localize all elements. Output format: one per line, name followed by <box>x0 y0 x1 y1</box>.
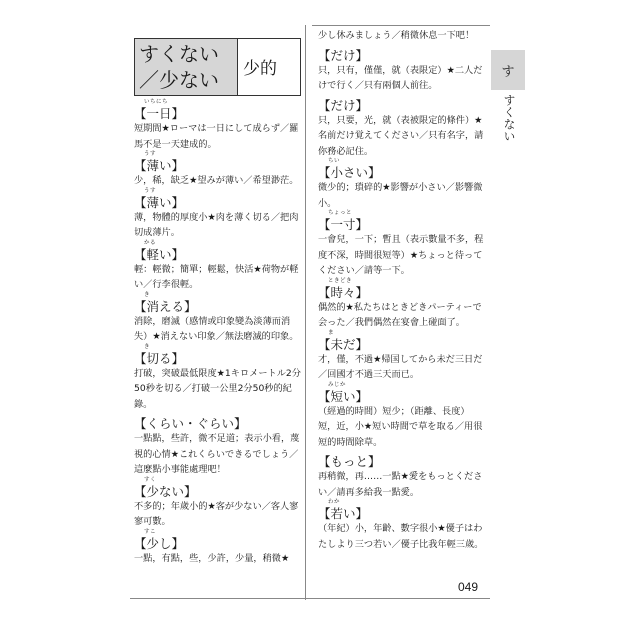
dictionary-entry <box>134 528 302 567</box>
side-index-label: すくない <box>502 94 516 142</box>
dictionary-entry <box>318 98 486 160</box>
entry-title <box>318 499 486 521</box>
dictionary-entry <box>318 381 486 451</box>
entry-ruby: き <box>144 291 151 298</box>
entry-definition: 一點點，些許，微不足道；表示小看，蔑視的心情★これくらいできるでしょう／這麼點小事能處理吧！ <box>134 433 300 475</box>
entry-title <box>318 454 486 469</box>
entry-title <box>134 291 302 314</box>
entry-title-text: 【時々】 <box>318 284 369 300</box>
entry-definition: 一會兒，一下；暫且（表示數量不多，程度不深，時間很短等）★ちょっと待ってください／請等一下。 <box>318 234 484 276</box>
entry-title-text: 【だけ】 <box>318 47 369 63</box>
entry-definition: 只，只要，光，就（表被限定的條件）★名前だけ覚えてください／只有名字，請你務必記住。 <box>318 114 484 157</box>
right-column <box>318 28 486 552</box>
entry-title <box>134 476 302 499</box>
entry-definition: （年紀）小，年齡、數字很小★優子はわたしより三つ若い／優子比我年輕三歲。 <box>318 523 484 550</box>
left-column <box>134 100 302 566</box>
entry-title <box>134 343 302 366</box>
entry-title <box>134 416 302 431</box>
page-number: 049 <box>458 580 479 594</box>
entry-title-text: 【軽い】 <box>134 246 185 262</box>
side-index-letter: す <box>501 64 515 80</box>
side-index-tab <box>491 50 525 90</box>
entry-title <box>318 381 486 404</box>
entry-definition: 輕：輕微；簡單；輕鬆，快活★荷物が軽い／行李很輕。 <box>134 263 299 290</box>
entry-title-text: 【薄い】 <box>134 194 185 210</box>
entry-ruby: うす <box>144 187 157 194</box>
dictionary-entry <box>134 476 302 530</box>
entry-title-text: 【少ない】 <box>134 483 197 499</box>
dictionary-entry <box>318 277 486 331</box>
entry-title <box>318 210 486 232</box>
entry-definition: 短期間★ローマは一日にして成らず／羅馬不是一天建成的。 <box>134 123 299 150</box>
top-rule <box>312 25 490 26</box>
entry-ruby: ちい <box>328 158 341 164</box>
bottom-rule <box>130 598 490 599</box>
entry-title-text: 【未だ】 <box>318 336 369 352</box>
dictionary-entry <box>318 454 486 500</box>
dictionary-entry <box>318 48 486 94</box>
dictionary-entry <box>318 329 486 383</box>
entry-title <box>134 239 302 262</box>
dictionary-entry <box>318 28 486 44</box>
dictionary-entry <box>318 158 486 211</box>
dictionary-entry <box>318 499 486 552</box>
entry-definition: 不多的；年歲小的★客が少ない／客人寥寥可數。 <box>134 500 299 527</box>
entry-definition: 再稍微，再……一點★愛をもっとください／請再多給我一點愛。 <box>318 471 483 498</box>
entry-title-text: 【若い】 <box>318 506 369 521</box>
headword-japanese: すくない／少ない <box>135 39 237 95</box>
dictionary-entry <box>134 99 302 152</box>
entry-ruby: ま <box>328 329 335 336</box>
entry-title <box>318 277 486 300</box>
entry-title <box>318 48 486 63</box>
entry-ruby: かる <box>144 239 157 246</box>
entry-definition: 一點，有點，些，少許，少量，稍微★ <box>134 552 290 564</box>
entry-ruby: わか <box>328 499 341 505</box>
entry-title-text: 【だけ】 <box>318 97 369 113</box>
entry-title-text: 【短い】 <box>318 388 369 404</box>
entry-title-text: 【一寸】 <box>318 217 369 232</box>
column-divider <box>305 25 306 600</box>
dictionary-entry <box>134 239 302 293</box>
entry-definition: 打破，突破最低限度★1キロメートル2分50秒を切る／打破一公里2分50秒的紀錄。 <box>134 367 301 410</box>
entry-title-text: 【一日】 <box>134 106 185 121</box>
entry-title <box>318 329 486 352</box>
entry-definition: 才，僅，不過★帰国してから未だ三日だ／回國才不過三天而已。 <box>318 353 483 380</box>
entry-definition: （經過的時間）短少；（距離、長度）短，近，小★短い時間で草を取る／用很短的時間除草。 <box>318 405 483 448</box>
entry-definition: 少，稀，缺乏★望みが薄い／希望渺茫。 <box>134 175 299 186</box>
entry-title <box>134 151 302 173</box>
entry-title-text: 【薄い】 <box>134 158 185 173</box>
entry-title <box>318 158 486 180</box>
entry-definition: 薄，物體的厚度小★肉を薄く切る／把肉切成薄片。 <box>134 211 299 238</box>
entry-ruby: うす <box>144 151 157 157</box>
entry-title-text: 【もっと】 <box>318 454 381 469</box>
dictionary-entry <box>134 343 302 413</box>
dictionary-entry <box>134 416 302 478</box>
headword-chinese: 少的 <box>237 39 300 95</box>
entry-title-text: 【切る】 <box>134 350 185 366</box>
entry-ruby: ときどき <box>328 277 353 284</box>
entry-title <box>318 98 486 113</box>
entry-definition: 只，只有，僅僅，就（表限定）★二人だけで行く／只有兩個人前往。 <box>318 64 483 91</box>
entry-title <box>134 187 302 210</box>
entry-ruby: すく <box>144 476 157 483</box>
headword-box <box>134 38 301 96</box>
entry-definition: 少し休みましょう／稍微休息一下吧！ <box>318 30 475 41</box>
entry-title-text: 【小さい】 <box>318 165 381 180</box>
entry-title-text: 【少し】 <box>134 535 185 551</box>
entry-title <box>134 99 302 121</box>
entry-ruby: すこ <box>144 528 157 535</box>
entry-ruby: き <box>144 343 151 350</box>
dictionary-entry <box>134 291 302 345</box>
entry-title-text: 【くらい・ぐらい】 <box>134 416 247 431</box>
entry-title-text: 【消える】 <box>134 298 197 314</box>
entry-definition: 消除，磨滅（感情或印象變為淡薄而消失）★消えない印象／無法磨滅的印象。 <box>134 315 299 342</box>
entry-definition: 微少的；瑣碎的★影響が小さい／影響微小。 <box>318 182 483 209</box>
dictionary-entry <box>134 187 302 241</box>
entry-ruby: いちにち <box>144 99 169 105</box>
entry-ruby: ちょっと <box>328 210 353 216</box>
entry-definition: 偶然的★私たちはときどきパーティーで会った／我們偶然在宴會上碰面了。 <box>318 301 482 328</box>
dictionary-entry <box>318 210 486 279</box>
dictionary-entry <box>134 151 302 189</box>
entry-title <box>134 528 302 551</box>
entry-ruby: みじか <box>328 381 347 388</box>
